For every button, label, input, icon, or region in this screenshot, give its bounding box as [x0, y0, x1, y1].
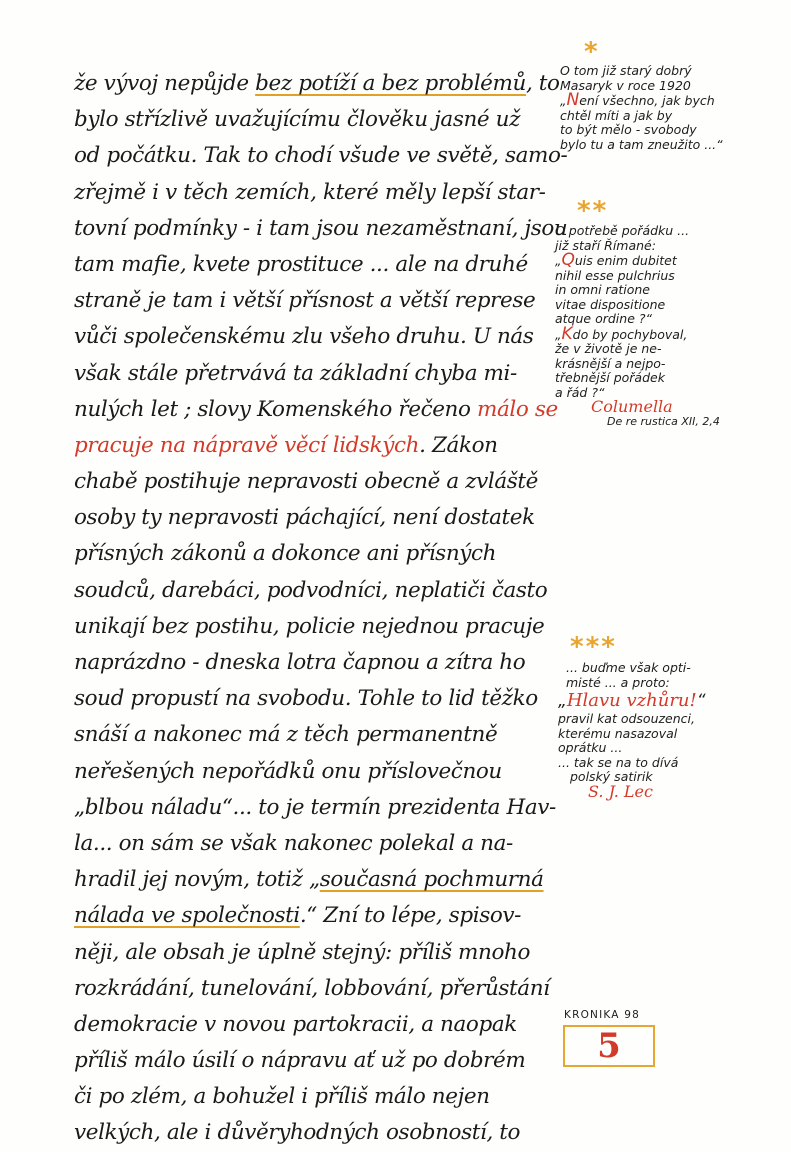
note-author: Columella [591, 397, 673, 416]
text-fragment: hradil jej novým, totiž „ [74, 867, 320, 893]
note-line: třebnější pořádek [555, 370, 665, 385]
note-line: to být mělo - svobody [560, 122, 697, 137]
text-line: snáší a nakonec má z těch permanentně [74, 722, 498, 748]
slogan-text: Hlavu vzhůru! [566, 690, 697, 711]
text-fragment: . Zákon [419, 432, 498, 458]
text-line: tam mafie, kvete prostituce ... ale na druhé [74, 251, 528, 277]
text-line: bylo střízlivě uvažujícímu člověku jasné už [74, 107, 521, 133]
quote-mark: “ [696, 691, 706, 711]
initial-letter: N [566, 90, 580, 110]
underlined-phrase: bez potíží a bez problémů [255, 71, 526, 96]
text-line [74, 392, 558, 428]
text-line [74, 66, 560, 102]
red-phrase: málo se [476, 396, 558, 422]
note-line: že v životě je ne- [555, 341, 662, 356]
note-source: De re rustica XII, 2,4 [607, 414, 720, 428]
note-line: ... buďme však opti- [566, 660, 691, 675]
note-quote-line [560, 90, 723, 110]
text-line: tovní podmínky - i tam jsou nezaměstnaní, jsou [74, 215, 568, 241]
note-quote-line [555, 250, 720, 270]
text-line: rozkrádání, tunelování, lobbování, přerůstání [74, 975, 550, 1001]
text-line: soud propustí na svobodu. Tohle to lid těžko [74, 686, 538, 712]
text-line: či po zlém, a bohužel i příliš málo nejen [74, 1084, 490, 1110]
text-line: vůči společenskému zlu všeho druhu. U nás [74, 324, 534, 350]
note-line: a řád ?“ [555, 384, 605, 400]
note-line: atque ordine ?“ [555, 311, 652, 326]
quote-mark: „ [555, 253, 562, 268]
note-line: chtěl míti a jak by [560, 107, 673, 123]
asterisk-mark: * [584, 37, 598, 67]
asterisk-mark: ** [577, 196, 609, 226]
note-fragment: ení všechno, jak bych [579, 93, 715, 108]
note-line: nihil esse pulchrius [555, 267, 675, 283]
quote-mark: „ [555, 326, 562, 342]
quote-mark: „ [558, 691, 567, 711]
note-quote-line [555, 323, 720, 344]
text-line: soudců, darebáci, podvodníci, neplatiči často [74, 577, 548, 603]
text-fragment: .“ Zní to lépe, spisov- [299, 903, 522, 929]
text-line: velkých, ale i důvěryhodných osobností, to [74, 1120, 521, 1146]
underlined-phrase: nálada ve společnosti [74, 903, 300, 929]
side-note-3 [558, 633, 706, 799]
text-fragment: , to [525, 71, 560, 96]
text-line: však stále přetrvává ta základní chyba mi- [74, 360, 517, 386]
note-fragment: do by pochyboval, [572, 326, 688, 342]
text-line: demokracie v novou partokracii, a naopak [74, 1011, 517, 1037]
note-author: S. J. Lec [588, 781, 653, 801]
text-line [74, 428, 554, 464]
text-fragment: nulých let ; slovy Komenského řečeno [74, 396, 477, 422]
quote-mark: „ [560, 93, 567, 108]
text-line: naprázdno - dneska lotra čapnou a zítra ho [74, 650, 526, 675]
note-line: misté ... a proto: [566, 674, 670, 690]
text-line [74, 862, 554, 898]
note-fragment: uis enim dubitet [574, 253, 677, 268]
side-note-1 [560, 37, 723, 152]
note-slogan-line [558, 690, 706, 712]
note-line: in omni ratione [555, 282, 650, 297]
note-line: polský satirik [570, 769, 653, 784]
initial-letter: Q [561, 250, 575, 270]
note-line: již staří Římané: [555, 237, 656, 253]
text-line: příliš málo úsilí o nápravu ať už po dobrém [74, 1048, 526, 1074]
text-line: „blbou náladu“... to je termín prezidenta Hav- [74, 794, 556, 820]
text-line: něji, ale obsah je úplně stejný: příliš mnoho [74, 939, 531, 965]
initial-letter: K [561, 323, 573, 344]
text-line: chabě postihuje nepravosti obecně a zvláště [74, 469, 538, 495]
red-phrase: pracuje na nápravě věcí lidských [74, 432, 420, 458]
text-line: osoby ty nepravosti páchající, není dostatek [74, 505, 535, 531]
asterisk-mark: *** [570, 632, 617, 662]
note-line: kterému nasazoval [558, 725, 678, 741]
text-line: straně je tam i větší přísnost a větší represe [74, 288, 536, 314]
text-line: zřejmě i v těch zemích, které měly lepší star- [74, 179, 546, 205]
note-line: pravil kat odsouzenci, [558, 711, 695, 726]
note-line: ... tak se na to dívá [558, 754, 679, 770]
note-line: Masaryk v roce 1920 [560, 77, 691, 93]
note-line: O potřebě pořádku ... [555, 223, 690, 238]
side-note-2 [555, 198, 720, 429]
note-line: bylo tu a tam zneužito ...“ [560, 136, 723, 152]
note-line: O tom již starý dobrý [560, 63, 692, 78]
text-fragment: že vývoj nepůjde [74, 71, 256, 96]
text-line: od počátku. Tak to chodí všude ve světě, samo- [74, 143, 568, 169]
text-line: neřešených nepořádků onu příslovečnou [74, 758, 502, 784]
text-line: unikají bez postihu, policie nejednou pracuje [74, 613, 545, 639]
text-line [74, 898, 554, 934]
note-line: oprátku ... [558, 740, 623, 755]
text-line: přísných zákonů a dokonce ani přísných [74, 541, 497, 567]
main-text [74, 66, 568, 1152]
text-line: la... on sám se však nakonec polekal a na- [74, 830, 513, 856]
underlined-phrase: současná pochmurná [319, 867, 544, 893]
note-line: krásnější a nejpo- [555, 355, 666, 371]
page-number: 5 [597, 1026, 621, 1066]
chronicle-label: KRONIKA 98 [564, 1009, 640, 1021]
page-number-box [563, 1025, 655, 1067]
note-line: vitae dispositione [555, 296, 666, 312]
